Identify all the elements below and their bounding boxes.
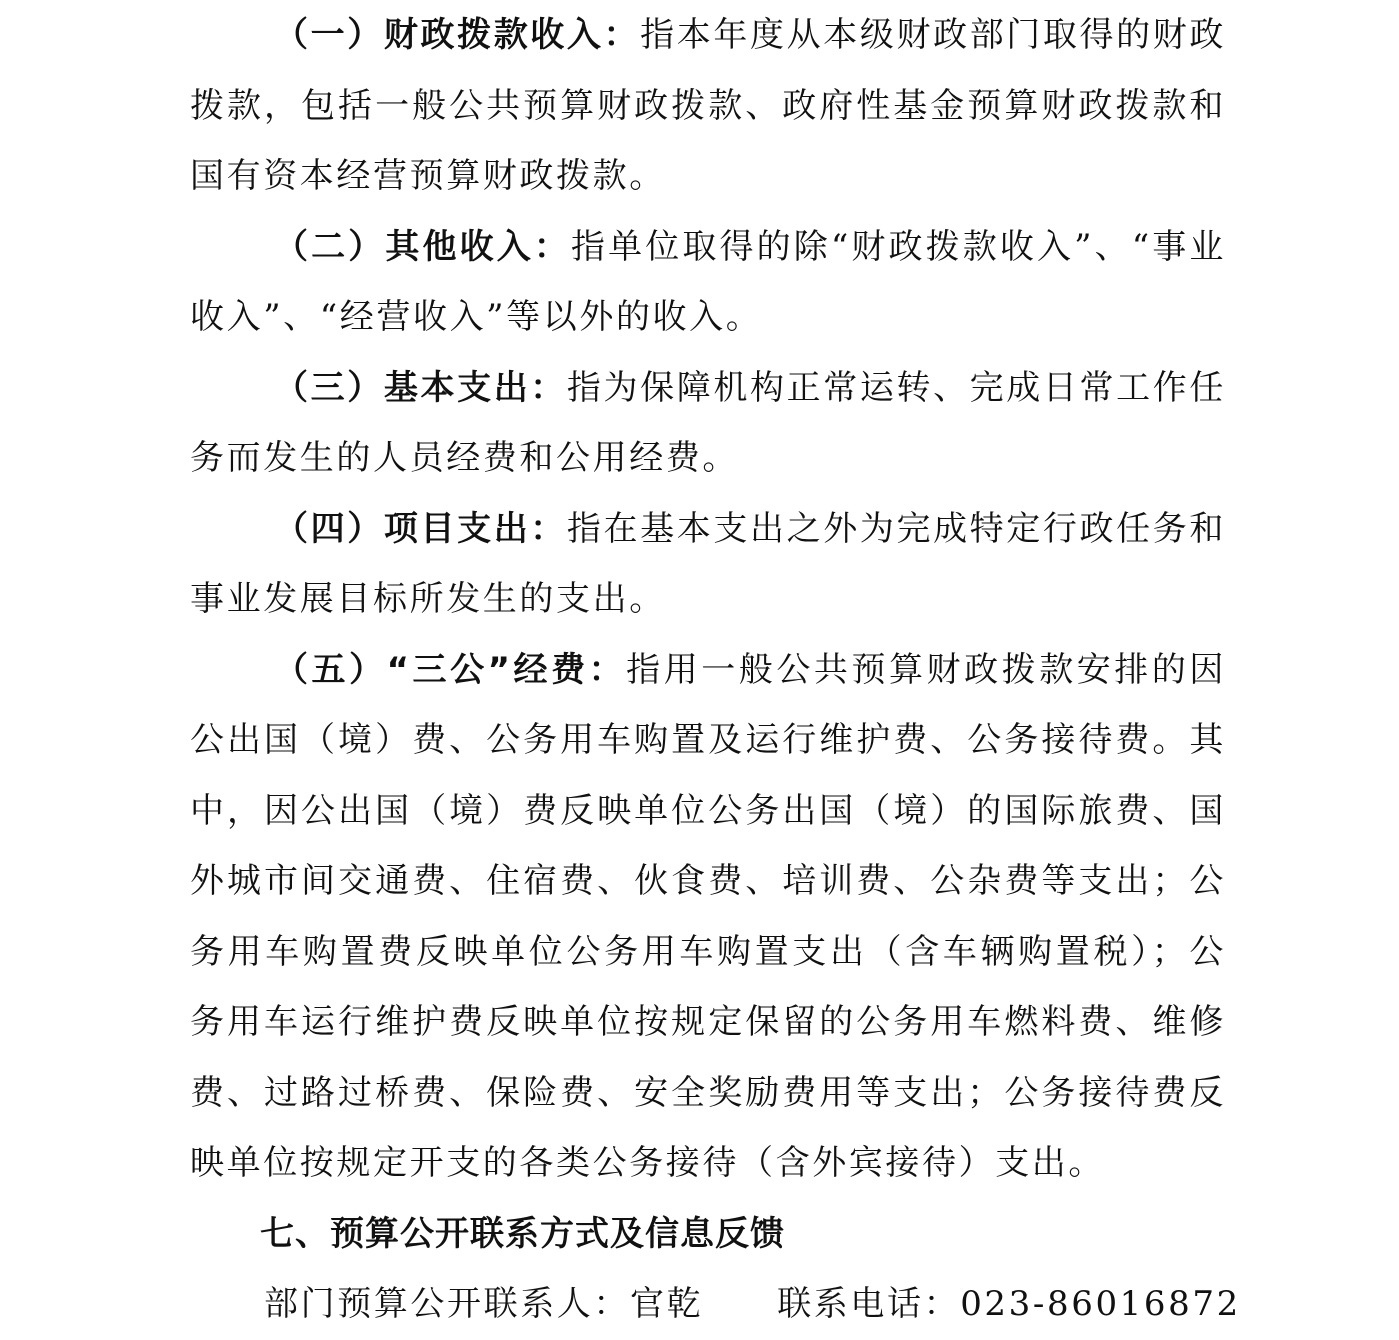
definition-paragraph-5	[190, 635, 1226, 1199]
definition-term: （二）其他收入：	[274, 226, 571, 267]
definition-term: （一）财政拨款收入：	[274, 15, 641, 55]
definition-text: 指用一般公共预算财政拨款安排的因公出国（境）费、公务用车购置及运行维护费、公务接待费。其中，因公出国（境）费反映单位公务出国（境）的国际旅费、国外城市间交通费、住宿费、伙食费、培训费、公杂费等支出；公务用车购置费反映单位公务用车购置支出（含车辆购置税）；公务用车运行维护费反映单位按规定保留的公务用车燃料费、维修费、过路过桥费、保险费、安全奖励费用等支出；公务接待费反映单位按规定开支的各类公务接待（含外宾接待）支出。	[190, 649, 1226, 1183]
definition-text: 指本年度从本级财政部门取得的财政拨款，包括一般公共预算财政拨款、政府性基金预算财政拨款和国有资本经营预算财政拨款。	[190, 15, 1226, 196]
definition-term: （四）项目支出：	[274, 508, 567, 549]
definition-text: 指在基本支出之外为完成特定行政任务和事业发展目标所发生的支出。	[190, 508, 1226, 619]
contact-phone-label: 联系电话：	[777, 1284, 961, 1324]
contact-line	[190, 1269, 1241, 1340]
definition-text: 指为保障机构正常运转、完成日常工作任务而发生的人员经费和公用经费。	[190, 367, 1226, 478]
definition-paragraph-3	[190, 353, 1226, 494]
document-page	[190, 0, 1241, 1340]
definition-term: （五）“三公”经费：	[274, 649, 627, 690]
definition-text: 指单位取得的除“财政拨款收入”、“事业收入”、“经营收入”等以外的收入。	[190, 226, 1226, 337]
definition-paragraph-1	[190, 0, 1226, 212]
definition-paragraph-4	[190, 494, 1226, 635]
definition-paragraph-2	[190, 212, 1226, 353]
contact-phone-number: 023-86016872	[960, 1284, 1241, 1324]
contact-person: 部门预算公开联系人：官乾	[264, 1284, 704, 1324]
definition-term: （三）基本支出：	[274, 367, 567, 408]
section-heading: 七、预算公开联系方式及信息反馈	[260, 1213, 785, 1254]
